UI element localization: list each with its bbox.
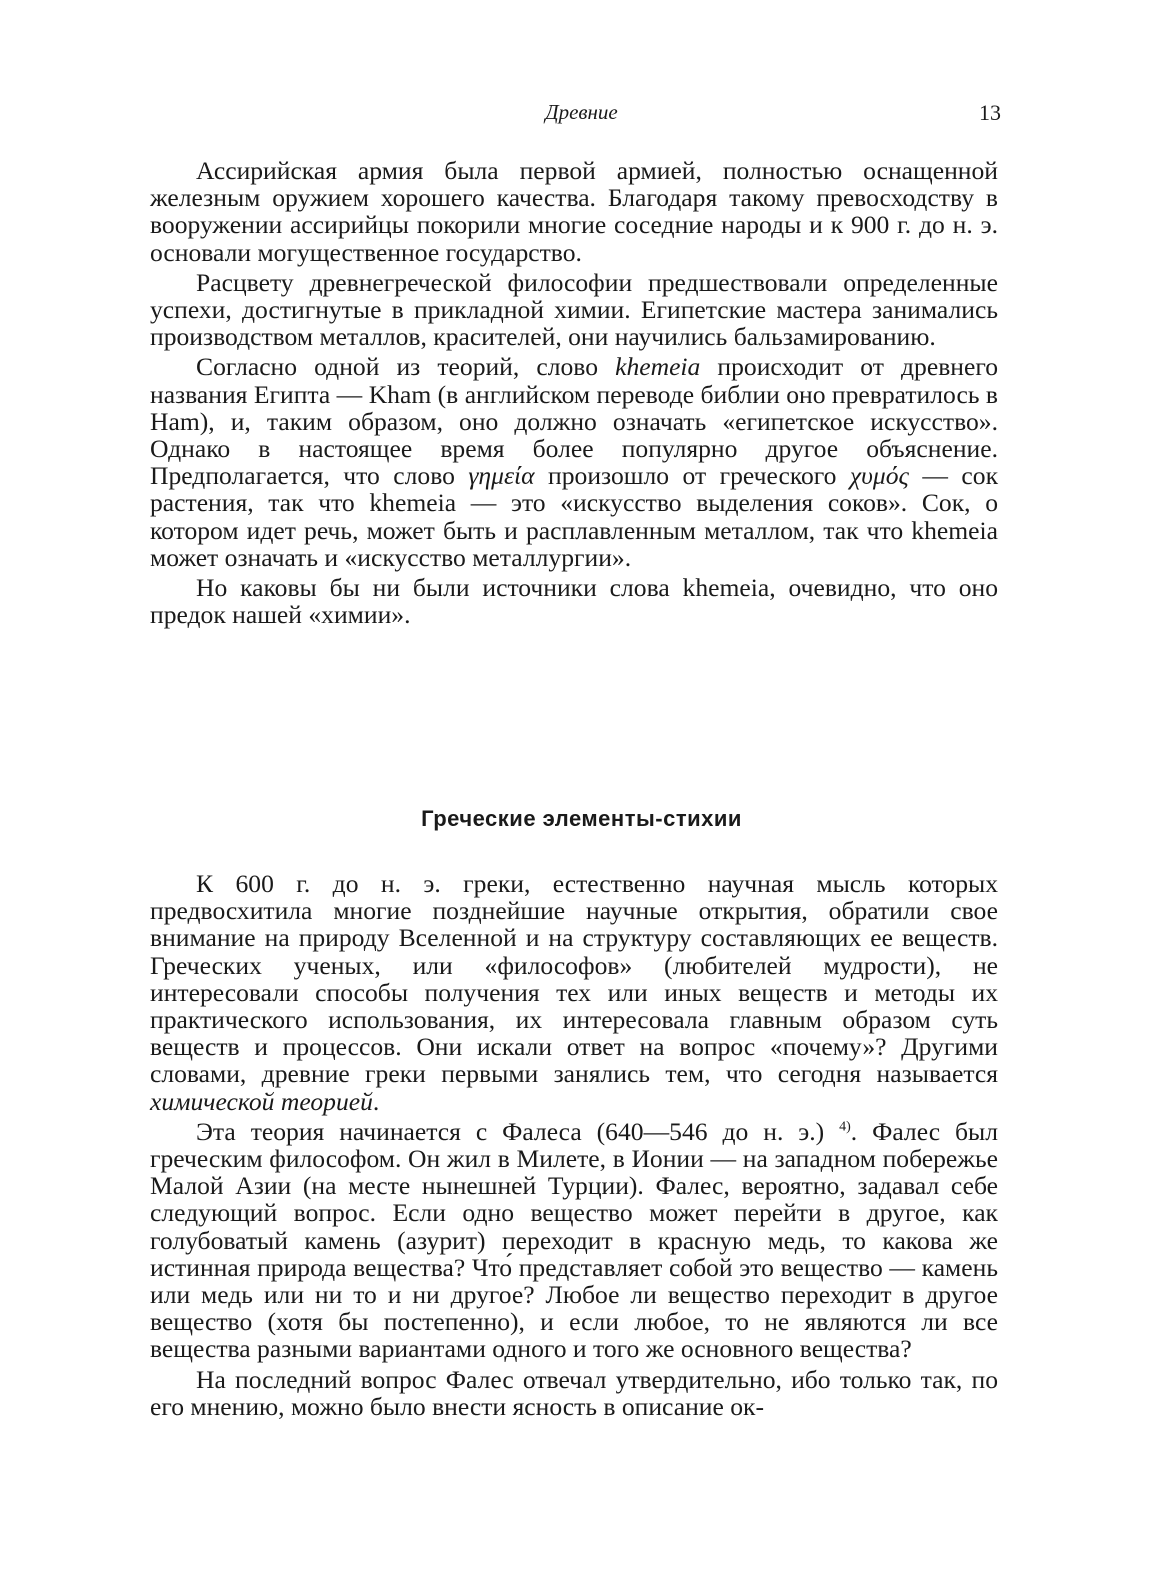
running-head	[0, 100, 1163, 132]
paragraph-text-segment: .	[372, 1086, 380, 1116]
paragraph-text-segment: Согласно одной из теорий, слово	[196, 352, 616, 382]
section-heading: Греческие элементы-стихии	[421, 806, 742, 831]
paragraph-greek-philosophers	[150, 870, 998, 1118]
paragraph-text-segment: Эта теория начинается с Фалеса (640—546 до н. э.)	[196, 1116, 840, 1146]
paragraph-text-segment: происходит от древнего названия Египта — Kham (в английском переводе библии оно превратилось в Ham), и, таким образом, оно должно означать «египетское искусство». Однако в настоящее время более популярно другое объяснение. Предполагается, что слово	[150, 352, 998, 491]
paragraph-text-segment: К 600 г. до н. э. греки, естественно научная мысль которых предвосхитила многие позднейшие научные открытия, обратили свое внимание на природу Вселенной и на структуру составляющих ее веществ. Греческих ученых, или «философов» (любителей мудрости), не интересовали способы получения тех или иных веществ и методы их практического использования, их интересовала главным образом суть веществ и процессов. Они искали ответ на вопрос «почему»? Другими словами, древние греки первыми занялись тем, что сегодня называется	[150, 869, 998, 1089]
italic-term-khemeia: khemeia	[615, 352, 701, 382]
footnote-marker: 4)	[839, 1119, 851, 1135]
greek-word-chymos: χυμός	[849, 461, 909, 491]
paragraph-thales	[150, 1118, 998, 1366]
page-number: 13	[979, 100, 1001, 125]
paragraph-assyrian-army: Ассирийская армия была первой армией, полностью оснащенной железным оружием хорошего качества. Благодаря такому превосходству в вооружении ассирийцы покорили многие соседние народы и к 900 г. до н. э. основали могущественное государство.	[150, 156, 998, 267]
paragraph-text-segment: произошло от греческого	[534, 461, 850, 491]
running-title: Древние	[545, 100, 618, 124]
paragraph-khemeia-origin	[150, 353, 998, 574]
paragraph-text-segment: — сок растения, так что khemeia — это «искусство выделения соков». Сок, о котором идет речь, может быть и расплавленным металлом, так что khemeia может означать и «искусство металлургии».	[150, 461, 999, 572]
section-ancients-text	[150, 157, 998, 631]
italic-term-chemical-theory: химической теорией	[150, 1086, 373, 1116]
greek-word-khemeia: γημεία	[468, 461, 535, 491]
paragraph-applied-chemistry: Расцвету древнегреческой философии предшествовали определенные успехи, достигнутые в прикладной химии. Египетские мастера занимались производством металлов, красителей, они научились бальзамированию.	[150, 267, 998, 352]
paragraph-chemistry-ancestor: Но каковы бы ни были источники слова khemeia, очевидно, что оно предок нашей «химии».	[150, 573, 998, 630]
paragraph-text-segment: . Фалес был греческим философом. Он жил в Милете, в Ионии — на западном побережье Малой Азии (на месте нынешней Турции). Фалес, вероятно, задавал себе следующий вопрос. Если одно вещество может перейти в другое, как голубоватый камень (азурит) переходит в красную медь, то какова же истинная природа вещества? Что́ представляет собой это вещество — камень или медь или ни то и ни другое? Любое ли вещество переходит в другое вещество (хотя бы постепенно), и если любое, то не являются ли все вещества разными вариантами одного и того же основного вещества?	[150, 1116, 998, 1364]
section-greek-elements-text	[150, 870, 998, 1423]
paragraph-thales-answer: На последний вопрос Фалес отвечал утвердительно, ибо только так, по его мнению, можно было внести ясность в описание ок-	[150, 1364, 998, 1421]
